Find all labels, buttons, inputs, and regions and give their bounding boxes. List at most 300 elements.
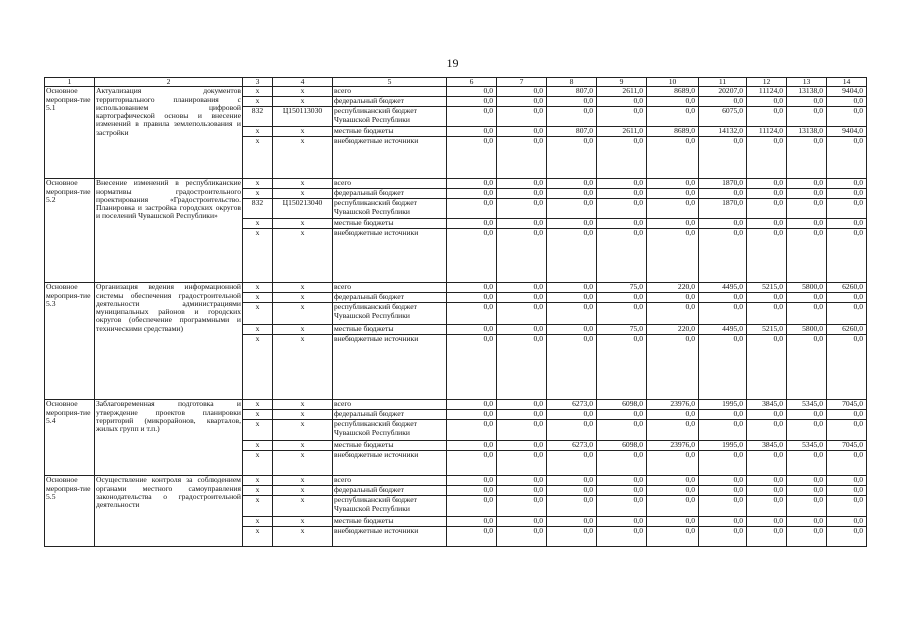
budget-classification-code-cell: x xyxy=(273,87,333,97)
amount-cell: 0,0 xyxy=(827,219,867,229)
amount-cell: 0,0 xyxy=(447,199,497,219)
amount-cell: 0,0 xyxy=(547,486,597,496)
amount-cell: 0,0 xyxy=(787,199,827,219)
amount-cell: 0,0 xyxy=(699,303,747,325)
budget-classification-code-cell: x xyxy=(273,325,333,335)
budget-classification-code-cell: x xyxy=(273,283,333,293)
amount-cell: 0,0 xyxy=(699,189,747,199)
amount-cell: 0,0 xyxy=(699,486,747,496)
amount-cell: 0,0 xyxy=(787,496,827,517)
amount-cell: 0,0 xyxy=(497,293,547,303)
amount-cell: 8689,0 xyxy=(647,87,699,97)
amount-cell: 0,0 xyxy=(787,486,827,496)
amount-cell: 0,0 xyxy=(827,486,867,496)
amount-cell: 0,0 xyxy=(699,517,747,527)
amount-cell: 0,0 xyxy=(827,517,867,527)
amount-cell: 0,0 xyxy=(597,451,647,476)
table-body xyxy=(45,78,867,547)
amount-cell: 0,0 xyxy=(447,527,497,547)
funding-source-cell: республиканский бюджет Чувашской Республики xyxy=(333,420,447,441)
amount-cell: 0,0 xyxy=(747,335,787,400)
funding-source-cell: всего xyxy=(333,283,447,293)
funding-source-cell: федеральный бюджет xyxy=(333,97,447,107)
grbs-code-cell: x xyxy=(243,87,273,97)
funding-source-cell: внебюджетные источники xyxy=(333,451,447,476)
funding-source-cell: местные бюджеты xyxy=(333,441,447,451)
amount-cell: 0,0 xyxy=(597,476,647,486)
amount-cell: 0,0 xyxy=(547,325,597,335)
amount-cell: 14132,0 xyxy=(699,127,747,137)
grbs-code-cell: x xyxy=(243,325,273,335)
amount-cell: 0,0 xyxy=(827,476,867,486)
table-row xyxy=(45,283,867,293)
amount-cell: 220,0 xyxy=(647,283,699,293)
amount-cell: 0,0 xyxy=(497,189,547,199)
amount-cell: 13138,0 xyxy=(787,87,827,97)
amount-cell: 0,0 xyxy=(787,420,827,441)
amount-cell: 0,0 xyxy=(827,199,867,219)
amount-cell: 0,0 xyxy=(647,137,699,179)
amount-cell: 0,0 xyxy=(597,137,647,179)
amount-cell: 0,0 xyxy=(597,199,647,219)
amount-cell: 0,0 xyxy=(787,303,827,325)
amount-cell: 0,0 xyxy=(447,137,497,179)
amount-cell: 0,0 xyxy=(827,527,867,547)
amount-cell: 0,0 xyxy=(747,496,787,517)
funding-source-cell: всего xyxy=(333,400,447,410)
budget-classification-code-cell: x xyxy=(273,486,333,496)
amount-cell: 0,0 xyxy=(699,410,747,420)
amount-cell: 0,0 xyxy=(699,335,747,400)
amount-cell: 23976,0 xyxy=(647,400,699,410)
amount-cell: 0,0 xyxy=(747,476,787,486)
amount-cell: 6098,0 xyxy=(597,400,647,410)
column-number-12: 12 xyxy=(747,78,787,87)
funding-source-cell: внебюджетные источники xyxy=(333,229,447,283)
amount-cell: 7045,0 xyxy=(827,400,867,410)
amount-cell: 0,0 xyxy=(787,517,827,527)
amount-cell: 0,0 xyxy=(647,517,699,527)
grbs-code-cell: x xyxy=(243,476,273,486)
funding-source-cell: федеральный бюджет xyxy=(333,189,447,199)
amount-cell: 0,0 xyxy=(497,441,547,451)
table-row xyxy=(45,179,867,189)
amount-cell: 1995,0 xyxy=(699,400,747,410)
column-number-4: 4 xyxy=(273,78,333,87)
budget-classification-code-cell: x xyxy=(273,420,333,441)
amount-cell: 0,0 xyxy=(597,219,647,229)
amount-cell: 4495,0 xyxy=(699,283,747,293)
amount-cell: 0,0 xyxy=(699,527,747,547)
amount-cell: 0,0 xyxy=(747,229,787,283)
table-row xyxy=(45,400,867,410)
budget-classification-code-cell: x xyxy=(273,127,333,137)
grbs-code-cell: x xyxy=(243,486,273,496)
column-number-8: 8 xyxy=(547,78,597,87)
amount-cell: 0,0 xyxy=(647,303,699,325)
amount-cell: 0,0 xyxy=(497,420,547,441)
amount-cell: 0,0 xyxy=(597,410,647,420)
amount-cell: 1870,0 xyxy=(699,179,747,189)
amount-cell: 0,0 xyxy=(787,97,827,107)
amount-cell: 0,0 xyxy=(597,335,647,400)
amount-cell: 0,0 xyxy=(547,451,597,476)
amount-cell: 0,0 xyxy=(597,527,647,547)
amount-cell: 0,0 xyxy=(699,476,747,486)
amount-cell: 0,0 xyxy=(547,189,597,199)
amount-cell: 0,0 xyxy=(747,527,787,547)
amount-cell: 2611,0 xyxy=(597,87,647,97)
budget-classification-code-cell: x xyxy=(273,496,333,517)
grbs-code-cell: 832 xyxy=(243,199,273,219)
table-row xyxy=(45,476,867,486)
column-number-row xyxy=(45,78,867,87)
amount-cell: 0,0 xyxy=(827,97,867,107)
amount-cell: 0,0 xyxy=(597,107,647,127)
event-name-cell: Основное мероприя-тие 5.5 xyxy=(45,476,95,547)
amount-cell: 0,0 xyxy=(497,335,547,400)
amount-cell: 0,0 xyxy=(497,229,547,283)
amount-cell: 0,0 xyxy=(447,420,497,441)
budget-classification-code-cell: x xyxy=(273,400,333,410)
amount-cell: 75,0 xyxy=(597,325,647,335)
amount-cell: 0,0 xyxy=(647,189,699,199)
amount-cell: 5800,0 xyxy=(787,283,827,293)
amount-cell: 0,0 xyxy=(787,451,827,476)
amount-cell: 0,0 xyxy=(497,107,547,127)
amount-cell: 0,0 xyxy=(597,293,647,303)
amount-cell: 0,0 xyxy=(699,97,747,107)
amount-cell: 0,0 xyxy=(827,107,867,127)
amount-cell: 0,0 xyxy=(447,179,497,189)
funding-source-cell: федеральный бюджет xyxy=(333,486,447,496)
budget-classification-code-cell: x xyxy=(273,441,333,451)
amount-cell: 0,0 xyxy=(547,293,597,303)
amount-cell: 0,0 xyxy=(827,496,867,517)
budget-classification-code-cell: x xyxy=(273,476,333,486)
amount-cell: 0,0 xyxy=(747,219,787,229)
grbs-code-cell: x xyxy=(243,410,273,420)
amount-cell: 75,0 xyxy=(597,283,647,293)
amount-cell: 0,0 xyxy=(447,303,497,325)
event-name-cell: Основное мероприя-тие 5.2 xyxy=(45,179,95,283)
amount-cell: 0,0 xyxy=(547,496,597,517)
grbs-code-cell: x xyxy=(243,303,273,325)
amount-cell: 0,0 xyxy=(497,219,547,229)
amount-cell: 0,0 xyxy=(497,400,547,410)
budget-classification-code-cell: x xyxy=(273,303,333,325)
amount-cell: 0,0 xyxy=(447,107,497,127)
amount-cell: 0,0 xyxy=(747,420,787,441)
amount-cell: 0,0 xyxy=(647,476,699,486)
amount-cell: 0,0 xyxy=(447,293,497,303)
grbs-code-cell: 832 xyxy=(243,107,273,127)
amount-cell: 0,0 xyxy=(787,335,827,400)
amount-cell: 0,0 xyxy=(827,293,867,303)
amount-cell: 0,0 xyxy=(597,97,647,107)
budget-classification-code-cell: x xyxy=(273,293,333,303)
amount-cell: 0,0 xyxy=(547,199,597,219)
amount-cell: 3845,0 xyxy=(747,441,787,451)
amount-cell: 0,0 xyxy=(747,486,787,496)
amount-cell: 0,0 xyxy=(647,107,699,127)
budget-classification-code-cell: x xyxy=(273,137,333,179)
amount-cell: 0,0 xyxy=(447,335,497,400)
amount-cell: 0,0 xyxy=(647,179,699,189)
amount-cell: 0,0 xyxy=(827,137,867,179)
grbs-code-cell: x xyxy=(243,451,273,476)
grbs-code-cell: x xyxy=(243,496,273,517)
amount-cell: 0,0 xyxy=(747,451,787,476)
amount-cell: 0,0 xyxy=(647,496,699,517)
amount-cell: 5345,0 xyxy=(787,400,827,410)
amount-cell: 0,0 xyxy=(447,87,497,97)
funding-source-cell: местные бюджеты xyxy=(333,219,447,229)
amount-cell: 0,0 xyxy=(699,229,747,283)
amount-cell: 0,0 xyxy=(827,303,867,325)
amount-cell: 0,0 xyxy=(787,189,827,199)
amount-cell: 0,0 xyxy=(597,303,647,325)
amount-cell: 0,0 xyxy=(547,179,597,189)
table-row xyxy=(45,87,867,97)
funding-source-cell: внебюджетные источники xyxy=(333,137,447,179)
amount-cell: 0,0 xyxy=(547,410,597,420)
funding-source-cell: республиканский бюджет Чувашской Республики xyxy=(333,303,447,325)
grbs-code-cell: x xyxy=(243,97,273,107)
amount-cell: 0,0 xyxy=(547,335,597,400)
amount-cell: 11124,0 xyxy=(747,87,787,97)
funding-source-cell: внебюджетные источники xyxy=(333,335,447,400)
amount-cell: 0,0 xyxy=(497,97,547,107)
budget-classification-code-cell: Ц150213040 xyxy=(273,199,333,219)
amount-cell: 5345,0 xyxy=(787,441,827,451)
amount-cell: 0,0 xyxy=(497,303,547,325)
column-number-9: 9 xyxy=(597,78,647,87)
event-description-cell: Организация ведения информационной системы обеспечения градостроительной деятельности администрациями муниципальных районов и городских округов (обеспечение программными и техническими средствами) xyxy=(95,283,243,400)
amount-cell: 0,0 xyxy=(497,410,547,420)
amount-cell: 0,0 xyxy=(827,229,867,283)
amount-cell: 0,0 xyxy=(787,229,827,283)
amount-cell: 0,0 xyxy=(647,219,699,229)
amount-cell: 0,0 xyxy=(747,107,787,127)
amount-cell: 0,0 xyxy=(547,229,597,283)
grbs-code-cell: x xyxy=(243,420,273,441)
amount-cell: 0,0 xyxy=(547,476,597,486)
budget-classification-code-cell: x xyxy=(273,410,333,420)
amount-cell: 0,0 xyxy=(827,179,867,189)
amount-cell: 0,0 xyxy=(447,496,497,517)
amount-cell: 0,0 xyxy=(747,179,787,189)
amount-cell: 0,0 xyxy=(447,517,497,527)
amount-cell: 0,0 xyxy=(497,517,547,527)
funding-source-cell: местные бюджеты xyxy=(333,517,447,527)
amount-cell: 0,0 xyxy=(597,420,647,441)
column-number-14: 14 xyxy=(827,78,867,87)
amount-cell: 0,0 xyxy=(447,127,497,137)
amount-cell: 0,0 xyxy=(699,219,747,229)
budget-classification-code-cell: x xyxy=(273,335,333,400)
amount-cell: 0,0 xyxy=(699,420,747,441)
grbs-code-cell: x xyxy=(243,400,273,410)
amount-cell: 0,0 xyxy=(447,325,497,335)
amount-cell: 807,0 xyxy=(547,127,597,137)
amount-cell: 0,0 xyxy=(497,137,547,179)
amount-cell: 0,0 xyxy=(747,189,787,199)
amount-cell: 0,0 xyxy=(497,127,547,137)
grbs-code-cell: x xyxy=(243,283,273,293)
grbs-code-cell: x xyxy=(243,527,273,547)
amount-cell: 0,0 xyxy=(597,229,647,283)
amount-cell: 13138,0 xyxy=(787,127,827,137)
grbs-code-cell: x xyxy=(243,335,273,400)
amount-cell: 20207,0 xyxy=(699,87,747,97)
amount-cell: 6260,0 xyxy=(827,325,867,335)
amount-cell: 0,0 xyxy=(547,420,597,441)
amount-cell: 0,0 xyxy=(497,283,547,293)
amount-cell: 0,0 xyxy=(497,476,547,486)
amount-cell: 0,0 xyxy=(787,476,827,486)
amount-cell: 4495,0 xyxy=(699,325,747,335)
amount-cell: 807,0 xyxy=(547,87,597,97)
amount-cell: 0,0 xyxy=(547,517,597,527)
budget-classification-code-cell: Ц150113030 xyxy=(273,107,333,127)
amount-cell: 0,0 xyxy=(827,335,867,400)
amount-cell: 0,0 xyxy=(547,303,597,325)
funding-source-cell: республиканский бюджет Чувашской Республики xyxy=(333,107,447,127)
funding-source-cell: местные бюджеты xyxy=(333,325,447,335)
amount-cell: 0,0 xyxy=(447,451,497,476)
amount-cell: 0,0 xyxy=(447,229,497,283)
budget-classification-code-cell: x xyxy=(273,179,333,189)
amount-cell: 0,0 xyxy=(787,107,827,127)
amount-cell: 0,0 xyxy=(497,199,547,219)
amount-cell: 0,0 xyxy=(597,517,647,527)
amount-cell: 0,0 xyxy=(647,293,699,303)
event-name-cell: Основное мероприя-тие 5.4 xyxy=(45,400,95,476)
amount-cell: 0,0 xyxy=(699,137,747,179)
grbs-code-cell: x xyxy=(243,219,273,229)
column-number-7: 7 xyxy=(497,78,547,87)
grbs-code-cell: x xyxy=(243,189,273,199)
amount-cell: 6273,0 xyxy=(547,441,597,451)
amount-cell: 0,0 xyxy=(597,496,647,517)
amount-cell: 0,0 xyxy=(647,527,699,547)
amount-cell: 5800,0 xyxy=(787,325,827,335)
amount-cell: 0,0 xyxy=(447,476,497,486)
amount-cell: 0,0 xyxy=(447,283,497,293)
funding-source-cell: всего xyxy=(333,87,447,97)
amount-cell: 0,0 xyxy=(747,137,787,179)
amount-cell: 0,0 xyxy=(447,189,497,199)
grbs-code-cell: x xyxy=(243,441,273,451)
amount-cell: 0,0 xyxy=(497,486,547,496)
funding-source-cell: местные бюджеты xyxy=(333,127,447,137)
amount-cell: 3845,0 xyxy=(747,400,787,410)
amount-cell: 0,0 xyxy=(497,325,547,335)
amount-cell: 0,0 xyxy=(827,189,867,199)
amount-cell: 1870,0 xyxy=(699,199,747,219)
amount-cell: 0,0 xyxy=(647,97,699,107)
amount-cell: 0,0 xyxy=(547,97,597,107)
grbs-code-cell: x xyxy=(243,293,273,303)
amount-cell: 9404,0 xyxy=(827,127,867,137)
amount-cell: 0,0 xyxy=(787,293,827,303)
column-number-11: 11 xyxy=(699,78,747,87)
amount-cell: 6098,0 xyxy=(597,441,647,451)
amount-cell: 0,0 xyxy=(647,451,699,476)
amount-cell: 0,0 xyxy=(787,219,827,229)
grbs-code-cell: x xyxy=(243,127,273,137)
amount-cell: 0,0 xyxy=(647,335,699,400)
amount-cell: 0,0 xyxy=(787,527,827,547)
amount-cell: 0,0 xyxy=(647,229,699,283)
column-number-13: 13 xyxy=(787,78,827,87)
amount-cell: 0,0 xyxy=(747,517,787,527)
funding-source-cell: всего xyxy=(333,476,447,486)
grbs-code-cell: x xyxy=(243,179,273,189)
amount-cell: 0,0 xyxy=(447,97,497,107)
budget-classification-code-cell: x xyxy=(273,97,333,107)
amount-cell: 0,0 xyxy=(647,199,699,219)
amount-cell: 0,0 xyxy=(699,451,747,476)
event-name-cell: Основное мероприя-тие 5.1 xyxy=(45,87,95,179)
funding-source-cell: республиканский бюджет Чувашской Республики xyxy=(333,199,447,219)
amount-cell: 0,0 xyxy=(497,527,547,547)
amount-cell: 8689,0 xyxy=(647,127,699,137)
budget-table xyxy=(44,77,867,547)
amount-cell: 6273,0 xyxy=(547,400,597,410)
amount-cell: 0,0 xyxy=(447,400,497,410)
page-number: 19 xyxy=(446,56,459,70)
amount-cell: 0,0 xyxy=(699,293,747,303)
column-number-3: 3 xyxy=(243,78,273,87)
budget-classification-code-cell: x xyxy=(273,219,333,229)
amount-cell: 0,0 xyxy=(547,527,597,547)
amount-cell: 0,0 xyxy=(547,283,597,293)
amount-cell: 1995,0 xyxy=(699,441,747,451)
amount-cell: 0,0 xyxy=(747,303,787,325)
amount-cell: 2611,0 xyxy=(597,127,647,137)
amount-cell: 0,0 xyxy=(597,179,647,189)
budget-classification-code-cell: x xyxy=(273,451,333,476)
funding-source-cell: республиканский бюджет Чувашской Республики xyxy=(333,496,447,517)
amount-cell: 0,0 xyxy=(647,410,699,420)
grbs-code-cell: x xyxy=(243,517,273,527)
column-number-1: 1 xyxy=(45,78,95,87)
amount-cell: 0,0 xyxy=(547,219,597,229)
amount-cell: 9404,0 xyxy=(827,87,867,97)
amount-cell: 0,0 xyxy=(497,87,547,97)
amount-cell: 6260,0 xyxy=(827,283,867,293)
amount-cell: 11124,0 xyxy=(747,127,787,137)
amount-cell: 0,0 xyxy=(447,219,497,229)
amount-cell: 0,0 xyxy=(827,451,867,476)
event-name-cell: Основное мероприя-тие 5.3 xyxy=(45,283,95,400)
column-number-6: 6 xyxy=(447,78,497,87)
amount-cell: 7045,0 xyxy=(827,441,867,451)
grbs-code-cell: x xyxy=(243,137,273,179)
funding-source-cell: федеральный бюджет xyxy=(333,293,447,303)
amount-cell: 0,0 xyxy=(447,410,497,420)
amount-cell: 0,0 xyxy=(547,107,597,127)
amount-cell: 0,0 xyxy=(597,189,647,199)
amount-cell: 0,0 xyxy=(747,199,787,219)
amount-cell: 23976,0 xyxy=(647,441,699,451)
amount-cell: 0,0 xyxy=(747,293,787,303)
funding-source-cell: федеральный бюджет xyxy=(333,410,447,420)
amount-cell: 0,0 xyxy=(787,137,827,179)
amount-cell: 0,0 xyxy=(497,496,547,517)
